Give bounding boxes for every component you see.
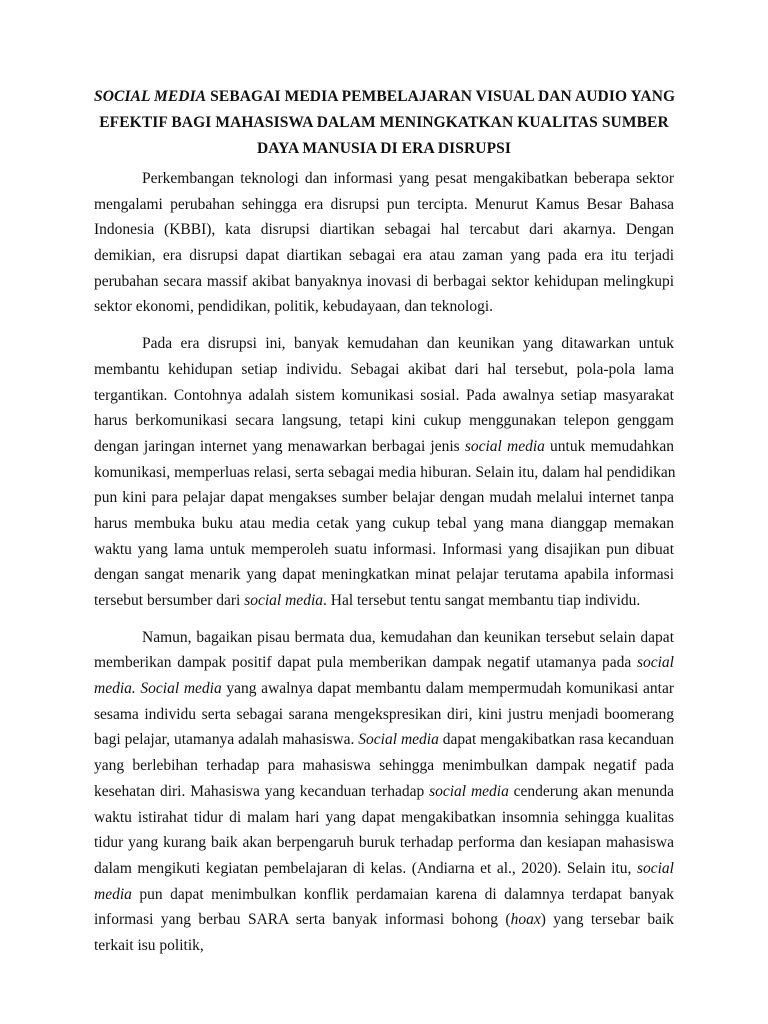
- text-run: Namun, bagaikan pisau bermata dua, kemudahan dan keunikan tersebut selain dapat: [142, 628, 674, 646]
- italic-text: social: [636, 654, 674, 672]
- paragraph: [94, 625, 674, 959]
- text-line: [94, 294, 674, 320]
- text-run: DAYA MANUSIA DI ERA DISRUPSI: [256, 140, 512, 157]
- text-line: [94, 485, 674, 511]
- title-line: [94, 110, 674, 136]
- text-run: memberikan dampak positif dapat pula memberikan dampak negatif utamanya pada: [94, 654, 637, 672]
- text-line: [94, 650, 674, 676]
- text-line: [94, 702, 674, 728]
- text-run: tersebut bersumber dari: [94, 592, 245, 609]
- title-line: [94, 84, 674, 110]
- text-run: demikian, era disrupsi dapat diartikan sebagai era atau zaman yang pada era itu terjadi: [94, 247, 674, 265]
- text-run: cenderung akan menunda: [508, 782, 674, 800]
- text-run: pun kini para pelajar dapat mengakses sumber belajar dengan mudah melalui internet tanpa: [94, 489, 674, 507]
- text-line: [94, 856, 674, 882]
- text-line: [94, 753, 674, 779]
- text-run: SEBAGAI MEDIA PEMBELAJARAN VISUAL DAN AUDIO YANG: [206, 88, 676, 105]
- text-line: [94, 166, 674, 192]
- italic-text: hoax: [510, 911, 541, 929]
- text-line: [94, 907, 674, 933]
- text-run: perubahan secara massif akibat banyaknya inovasi di berbagai sektor kehidupan melingkupi: [94, 272, 674, 290]
- paragraph: [94, 331, 674, 614]
- italic-text: media: [94, 885, 132, 903]
- text-run: yang awalnya dapat membantu dalam mempermudah komunikasi antar: [221, 680, 674, 698]
- italic-text: social: [636, 859, 674, 877]
- text-run: dengan sangat menarik yang dapat meningkatkan minat pelajar terutama apabila informasi: [94, 566, 674, 584]
- text-run: tidur yang kurang baik akan berpengaruh buruk terhadap performa dan kesiapan mahasiswa: [94, 834, 674, 852]
- text-line: [94, 383, 674, 409]
- document-body: [94, 166, 674, 970]
- text-run: waktu istirahat tidur di malam hari yang dapat mengakibatkan insomnia sehingga kualitas: [94, 808, 674, 826]
- text-line: [94, 537, 674, 563]
- italic-text: social media: [244, 592, 323, 609]
- text-run: bagi pelajar, utamanya adalah mahasiswa.: [94, 731, 359, 749]
- text-run: sektor ekonomi, pendidikan, politik, kebudayaan, dan teknologi.: [94, 298, 494, 316]
- italic-text: SOCIAL MEDIA: [94, 88, 207, 105]
- text-run: yang berlebihan terhadap para mahasiswa sehingga menimbulkan dampak negatif pada: [94, 757, 674, 775]
- text-run: ) yang tersebar baik: [540, 911, 675, 929]
- italic-text: social media: [464, 437, 545, 455]
- text-line: [94, 434, 674, 460]
- text-line: [94, 243, 674, 269]
- text-line: [94, 625, 674, 651]
- text-run: Pada era disrupsi ini, banyak kemudahan dan keunikan yang ditawarkan untuk: [142, 335, 674, 353]
- text-run: dalam mengikuti kegiatan pembelajaran di kelas. (Andiarna et al., 2020). Selain itu,: [94, 859, 637, 877]
- text-run: pun dapat menimbulkan konflik perdamaian karena di dalamnya terdapat banyak: [131, 885, 674, 903]
- text-line: [94, 511, 674, 537]
- text-run: Indonesia (KBBI), kata disrupsi diartikan sebagai hal tercabut dari akarnya. Dengan: [94, 221, 674, 239]
- text-line: [94, 217, 674, 243]
- text-line: [94, 562, 674, 588]
- paragraph: [94, 166, 674, 320]
- text-line: [94, 408, 674, 434]
- text-line: [94, 331, 674, 357]
- text-run: terkait isu politik,: [94, 936, 204, 954]
- text-line: [94, 727, 674, 753]
- text-line: [94, 588, 674, 614]
- text-run: dapat mengakibatkan rasa kecanduan: [438, 731, 674, 749]
- text-run: tergantikan. Contohnya adalah sistem komunikasi sosial. Pada awalnya setiap masyarakat: [94, 386, 674, 404]
- text-run: harus membuka buku atau media cetak yang cukup tebal yang mana dianggap memakan: [94, 514, 674, 532]
- text-line: [94, 882, 674, 908]
- text-line: [94, 676, 674, 702]
- text-run: membantu kehidupan setiap individu. Sebagai akibat dari hal tersebut, pola-pola lama: [94, 360, 674, 378]
- italic-text: Social media: [358, 731, 439, 749]
- text-run: sesama individu serta sebagai sarana mengekspresikan diri, kini justru menjadi boomerang: [94, 705, 674, 723]
- text-run: . Hal tersebut tentu sangat membantu tiap individu.: [323, 592, 641, 609]
- italic-text: social media: [429, 782, 509, 800]
- text-run: waktu yang lama untuk memperoleh suatu informasi. Informasi yang disajikan pun dibuat: [94, 540, 674, 558]
- text-run: dengan jaringan internet yang menawarkan berbagai jenis: [94, 437, 465, 455]
- text-line: [94, 269, 674, 295]
- text-run: informasi yang berbau SARA serta banyak informasi bohong (: [94, 911, 511, 929]
- text-line: [94, 779, 674, 805]
- text-line: [94, 830, 674, 856]
- text-line: [94, 933, 674, 959]
- text-line: [94, 805, 674, 831]
- document-title: [94, 84, 674, 162]
- text-line: [94, 460, 674, 486]
- title-line: [94, 136, 674, 162]
- text-run: EFEKTIF BAGI MAHASISWA DALAM MENINGKATKAN KUALITAS SUMBER: [99, 114, 669, 131]
- text-line: [94, 357, 674, 383]
- text-run: komunikasi, memperluas relasi, serta sebagai media hiburan. Selain itu, dalam hal pendidikan: [94, 463, 676, 481]
- text-run: harus berkomunikasi secara langsung, tetapi kini cukup menggunakan telepon genggam: [94, 412, 674, 430]
- text-run: Perkembangan teknologi dan informasi yang pesat mengakibatkan beberapa sektor: [142, 170, 674, 187]
- text-run: mengalami perubahan sehingga era disrupsi pun tercipta. Menurut Kamus Besar Bahasa: [94, 195, 674, 213]
- text-line: [94, 192, 674, 218]
- text-run: untuk memudahkan: [544, 437, 675, 455]
- italic-text: media. Social media: [94, 680, 222, 698]
- text-run: kesehatan diri. Mahasiswa yang kecanduan terhadap: [94, 782, 430, 800]
